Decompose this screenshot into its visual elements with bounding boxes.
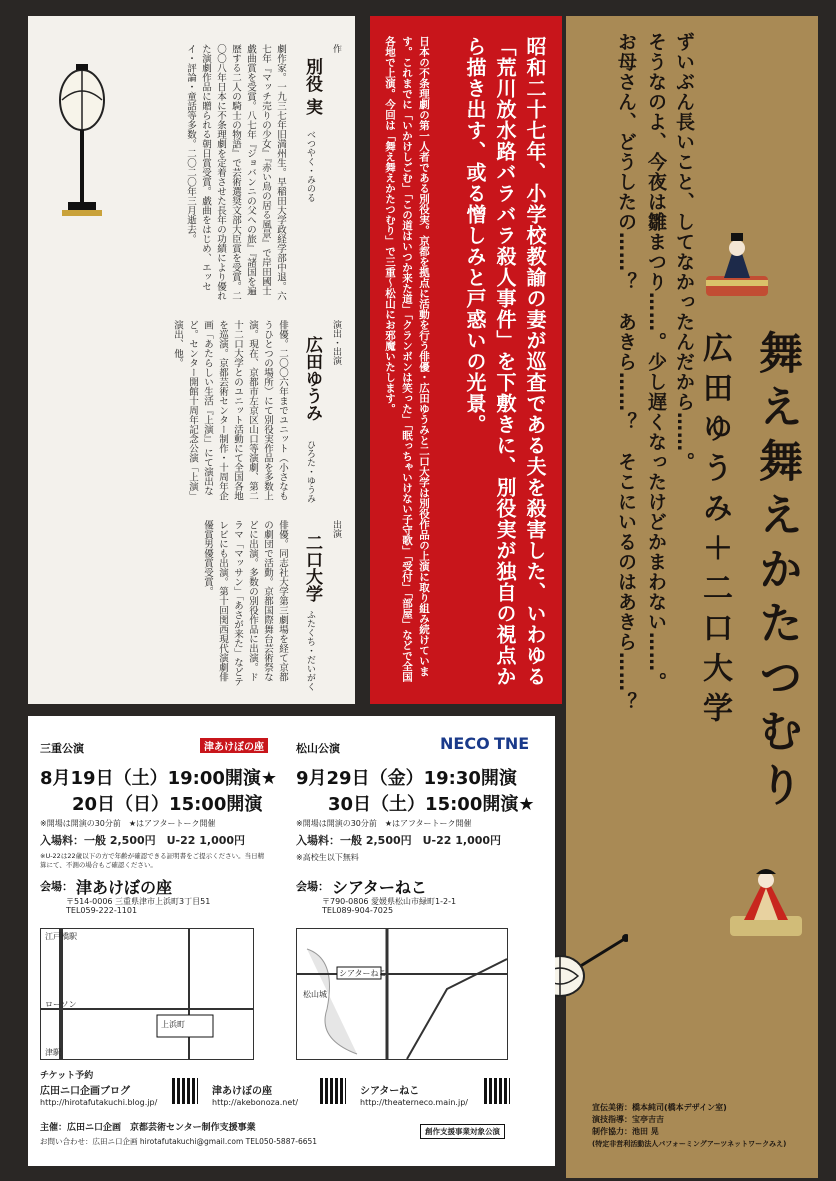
matsuyama-venue: シアターねこ <box>332 878 427 897</box>
ticket-blog-name[interactable]: 広田ニ口企画ブログ <box>40 1086 130 1097</box>
mie-map <box>40 928 254 1060</box>
yumi-name: 広田ゆうみ <box>302 336 322 421</box>
map-label: 上浜町 <box>161 1020 185 1029</box>
synopsis-headline: 昭和二十七年、小学校教諭の妻が巡査である夫を殺害した、いわゆる「荒川放水路バラバラ殺人事件」を下敷きに、別役実が独自の視点から描き出す、或る憎しみと戸惑いの光景。 <box>463 36 547 687</box>
matsuyama-header: 松山公演 <box>296 742 340 755</box>
mie-note-2: ※U-22は22歳以下の方で年齢が確認できる証明書をご提示ください。当日精算にて、不測の場合もご確認ください。 <box>40 852 265 869</box>
bonbori-lantern-icon <box>54 52 110 222</box>
mie-tel: TEL059-222-1101 <box>66 906 138 915</box>
matsuyama-date-2: 30日（土）15:00開演★ <box>328 794 535 815</box>
neco-logo: NECO <box>440 734 490 753</box>
qr-code-icon <box>484 1078 510 1104</box>
daigaku-bio: 俳優。同志社大学第三劇場を経て京都の劇団で活動。京都国際舞台芸術祭などに出演。多数の別役作品に出演。ドラマ「マッサン」「あさが来た」などテレビにも出演。第十回関西現代演劇俳優賞男優賞受賞。 <box>202 520 288 687</box>
contact: お問い合わせ：広田ニ口企画 hirotafutakuchi@gmail.com TEL050-5887-6651 <box>40 1137 318 1146</box>
hina-doll-empress-icon <box>726 862 806 940</box>
map-label: 松山城 <box>303 990 327 999</box>
daigaku-ruby: ふたくち・だいがく <box>305 610 315 691</box>
staff-credit: 制作協力：池田 晃 <box>592 1127 659 1136</box>
yumi-ruby: ひろた・ゆうみ <box>305 440 315 503</box>
organizer: 主催：広田ニ口企画 京都芸術センター制作支援事業 <box>40 1123 256 1133</box>
staff-credit: (特定非営利活動法人パフォーミングアーツネットワークみえ) <box>592 1140 787 1148</box>
matsuyama-venue-label: 会場： <box>296 880 329 893</box>
daigaku-role: 出演 <box>331 520 341 538</box>
mie-price: 入場料：一般 2,500円 U-22 1,000円 <box>40 834 246 847</box>
matsuyama-map <box>296 928 508 1060</box>
matsuyama-note-2: ※高校生以下無料 <box>296 853 359 862</box>
yumi-bio: 俳優。二〇〇六年までユニット（小さなもうひとつの場所）にて別役実作品を多数上演。現在、京都市左京区山口等演劇、第二十二口大学とのユニット活動にて全国各地を巡演。京都芸術センター制作・十周年企画「あたらしい生活『上演』」にて演出など。センター開館十周年記念公演「上演」演出、他。 <box>172 320 288 501</box>
map-label: 江戸橋駅 <box>45 932 77 941</box>
dialog-line-2: そうなのよ、今夜は雛まつり……。少し遅くなったけどかまわない……。 <box>645 32 667 692</box>
title-main: 舞え舞えかたつむり <box>751 330 802 816</box>
mie-venue: 津あけぼの座 <box>76 878 173 897</box>
author-name: 別役 実 <box>302 58 322 115</box>
matsuyama-tel: TEL089-904-7025 <box>322 906 394 915</box>
support-badge: 創作支援事業対象公演 <box>420 1124 505 1139</box>
author-ruby: べつやく・みのる <box>305 130 315 202</box>
dialog-line-1: お母さん、どうしたの……？ あきら……？ そこにいるのはあきら……？ <box>615 32 637 712</box>
ticket-neco-url[interactable]: http://theaterneco.main.jp/ <box>360 1098 468 1107</box>
qr-code-icon <box>320 1078 346 1104</box>
staff-credit: 演技指導：宝亭吉吉 <box>592 1115 664 1124</box>
matsuyama-price: 入場料：一般 2,500円 U-22 1,000円 <box>296 834 502 847</box>
ticket-neco-name[interactable]: シアターねこ <box>360 1086 420 1097</box>
ticket-akebonoza-url[interactable]: http://akebonoza.net/ <box>212 1098 299 1107</box>
matsuyama-note: ※開場は開演の30分前 ★はアフタートーク開催 <box>296 819 472 828</box>
hina-doll-emperor-icon <box>700 228 774 300</box>
author-role: 作 <box>331 44 341 53</box>
title-performers: 広田ゆうみ＋二口大学 <box>697 332 732 732</box>
yumi-role: 演出・出演 <box>331 320 341 365</box>
ticket-header: チケット予約 <box>40 1071 94 1081</box>
matsuyama-date-1: 9月29日（金）19:30開演 <box>296 768 517 789</box>
map-label: ローソン <box>45 1000 77 1009</box>
synopsis-body: 日本の不条理劇の第一人者である別役実。京都を拠点に活動を行う俳優・広田ゆうみと二口大学は別役作品の上演に取り組み続けています。これまでに「いかけしごむ」「この道はいつか来た道」「クランボンは笑った」「眠っちゃいけない子守歌」「受付」「部屋」などで全国各地で上演。今回は「舞え舞えかたつむり」で三重～松山にお邪魔いたします。 <box>384 36 430 682</box>
map-label: シアターねこ <box>339 969 387 978</box>
dialog-line-3: ずいぶん長いこと、してなかったんだから……。 <box>673 32 695 472</box>
daigaku-name: 二口大学 <box>302 534 322 602</box>
mie-date-1: 8月19日（土）19:00開演★ <box>40 768 278 789</box>
ticket-blog-url[interactable]: http://hirotafutakuchi.blog.jp/ <box>40 1098 158 1107</box>
mie-note: ※開場は開演の30分前 ★はアフタートーク開催 <box>40 819 216 828</box>
mie-venue-label: 会場： <box>40 880 73 893</box>
matsuyama-address: 〒790-0806 愛媛県松山市緑町1-2-1 <box>322 897 457 906</box>
akebonoza-logo: 津あけぼの座 <box>200 738 268 753</box>
mie-header: 三重公演 <box>40 742 84 755</box>
staff-credit: 宣伝美術：橋本純司(橋本デザイン室) <box>592 1103 727 1112</box>
tne-logo: TNE <box>494 734 530 753</box>
mie-date-2: 20日（日）15:00開演 <box>72 794 263 815</box>
mie-address: 〒514-0006 三重県津市上浜町3丁目51 <box>66 897 211 906</box>
map-label: 津駅 <box>45 1048 61 1057</box>
author-bio: 劇作家。一九三七年旧満州生。早稲田大学政経学部中退。六七年『マッチ売りの少女』『赤い鳥の居る風景』で岸田國士戯曲賞を受賞。八七年『ジョバンニの父への旅』『諸国を遍歴する二人の騎士の物語』で芸術選奨文部大臣賞を受賞。二〇〇八年日本に不条理劇を定着させた長年の功績により優れた演劇作品に贈られる朝日賞受賞。戯曲をはじめ、エッセイ・評論・童話等多数。二〇二〇年三月逝去。 <box>185 44 286 301</box>
ticket-akebonoza-name[interactable]: 津あけぼの座 <box>212 1086 272 1097</box>
qr-code-icon <box>172 1078 198 1104</box>
